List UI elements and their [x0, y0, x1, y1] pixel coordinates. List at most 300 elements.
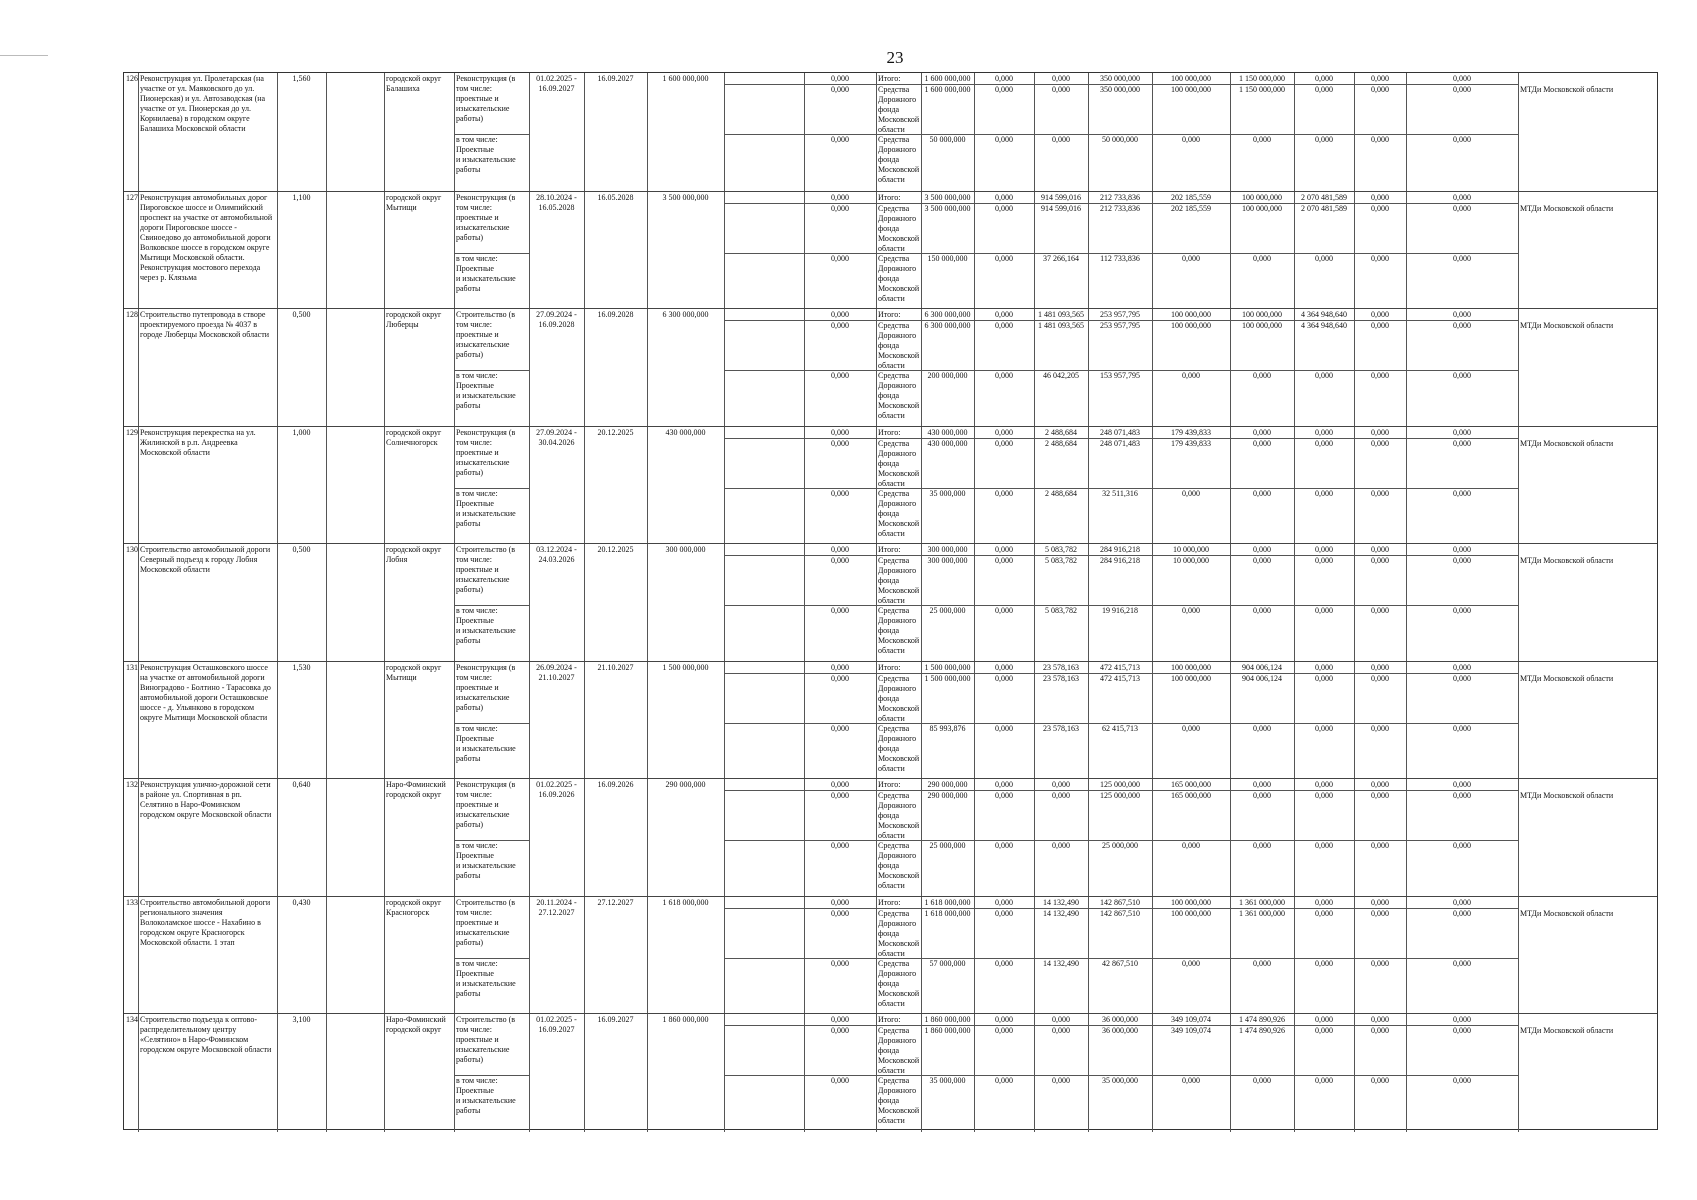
- amount-cell: 25 000,000: [929, 606, 966, 615]
- amount-cell: 0,000: [1371, 321, 1389, 330]
- work-type: Строительство (в том числе: проектные и изыскательские работы): [456, 898, 516, 947]
- amount-cell: 0,000: [995, 898, 1013, 907]
- municipal-district: городской округ Солнечногорск: [386, 428, 442, 447]
- amount-cell: 0,000: [1182, 135, 1200, 144]
- amount-cell: 0,000: [1253, 791, 1271, 800]
- amount-cell: 0,000: [1453, 254, 1471, 263]
- estimated-cost: 1 500 000,000: [662, 663, 709, 672]
- amount-cell: 0,000: [1315, 724, 1333, 733]
- amount-cell: 0,000: [1052, 1015, 1070, 1024]
- amount-cell: 0,000: [1371, 724, 1389, 733]
- row-label-total: Итого:: [878, 663, 901, 672]
- amount-cell: 100 000,000: [1171, 85, 1211, 94]
- amount-cell: 0,000: [1453, 791, 1471, 800]
- work-period: 01.02.2025 - 16.09.2027: [536, 74, 577, 93]
- estimated-cost: 430 000,000: [665, 428, 706, 437]
- project-number: 128: [126, 310, 138, 319]
- column-divider: [647, 779, 648, 897]
- amount-cell: 0,000: [1052, 1026, 1070, 1035]
- project-number: 133: [126, 898, 138, 907]
- completion-date: 16.09.2027: [597, 1015, 634, 1024]
- work-type: Реконструкция (в том числе: проектные и изыскательские работы): [456, 780, 516, 829]
- municipal-district: городской округ Балашиха: [386, 74, 442, 93]
- project-row-126: [124, 73, 1657, 191]
- municipal-district: Наро-Фоминский городской округ: [386, 1015, 446, 1034]
- amount-cell: 0,000: [1453, 193, 1471, 202]
- project-table: [123, 72, 1658, 1130]
- amount-cell: 0,000: [1371, 1026, 1389, 1035]
- amount-cell: 23 578,163: [1043, 724, 1079, 733]
- project-row-127: [124, 191, 1657, 308]
- estimated-cost: 290 000,000: [665, 780, 706, 789]
- row-label-road-fund: Средства Дорожного фонда Московской области: [878, 371, 920, 420]
- amount-cell: 202 185,559: [1171, 193, 1211, 202]
- amount-cell: 0,000: [1453, 1015, 1471, 1024]
- column-divider: [326, 544, 327, 662]
- amount-cell: 0,000: [831, 841, 849, 850]
- amount-cell: 50 000,000: [929, 135, 966, 144]
- amount-cell: 0,000: [1453, 606, 1471, 615]
- amount-cell: 914 599,016: [1041, 193, 1081, 202]
- amount-cell: 2 488,684: [1045, 489, 1077, 498]
- amount-cell: 50 000,000: [1102, 135, 1138, 144]
- amount-cell: 0,000: [1253, 545, 1271, 554]
- amount-cell: 0,000: [1315, 254, 1333, 263]
- amount-cell: 100 000,000: [1242, 321, 1282, 330]
- project-number: 131: [126, 663, 138, 672]
- work-type: Реконструкция (в том числе: проектные и изыскательские работы): [456, 428, 516, 477]
- work-type: Строительство (в том числе: проектные и изыскательские работы): [456, 545, 516, 594]
- amount-cell: 100 000,000: [1171, 310, 1211, 319]
- responsible-org: МТДи Московской области: [1520, 85, 1614, 94]
- amount-cell: 904 006,124: [1242, 674, 1282, 683]
- amount-cell: 0,000: [831, 780, 849, 789]
- project-row-132: [124, 778, 1657, 896]
- amount-cell: 5 083,782: [1045, 606, 1077, 615]
- amount-cell: 0,000: [995, 85, 1013, 94]
- column-divider: [277, 544, 278, 662]
- amount-cell: 0,000: [1371, 780, 1389, 789]
- column-divider: [584, 427, 585, 544]
- amount-cell: 1 150 000,000: [1239, 85, 1285, 94]
- column-divider: [277, 309, 278, 427]
- column-divider: [326, 779, 327, 897]
- amount-cell: 0,000: [831, 254, 849, 263]
- project-name: Реконструкция ул. Пролетарская (на участке от ул. Маяковского до ул. Пионерская) и ул. Автозаводская (на участке от ул. Пионерская до ул. Корнилаева) в городском округе Балашиха Московской области: [140, 74, 266, 133]
- amount-cell: 62 415,713: [1102, 724, 1138, 733]
- column-divider: [647, 662, 648, 779]
- amount-cell: 0,000: [1371, 439, 1389, 448]
- amount-cell: 0,000: [995, 841, 1013, 850]
- amount-cell: 0,000: [1371, 254, 1389, 263]
- row-label-total: Итого:: [878, 74, 901, 83]
- amount-cell: 10 000,000: [1173, 545, 1209, 554]
- amount-cell: 2 070 481,589: [1301, 193, 1347, 202]
- amount-cell: 0,000: [1052, 841, 1070, 850]
- amount-cell: 0,000: [1253, 780, 1271, 789]
- project-number: 134: [126, 1015, 138, 1024]
- amount-cell: 0,000: [1453, 321, 1471, 330]
- column-divider: [724, 897, 725, 1014]
- amount-cell: 0,000: [831, 85, 849, 94]
- amount-cell: 0,000: [1371, 959, 1389, 968]
- project-number: 126: [126, 74, 138, 83]
- amount-cell: 100 000,000: [1171, 674, 1211, 683]
- amount-cell: 0,000: [1052, 791, 1070, 800]
- amount-cell: 0,000: [995, 545, 1013, 554]
- amount-cell: 0,000: [1315, 898, 1333, 907]
- amount-cell: 0,000: [1371, 1076, 1389, 1085]
- amount-cell: 0,000: [1453, 841, 1471, 850]
- completion-date: 16.09.2027: [597, 74, 634, 83]
- amount-cell: 0,000: [831, 439, 849, 448]
- row-label-road-fund: Средства Дорожного фонда Московской области: [878, 1076, 920, 1125]
- amount-cell: 472 415,713: [1100, 663, 1140, 672]
- amount-cell: 100 000,000: [1171, 321, 1211, 330]
- amount-cell: 35 000,000: [1102, 1076, 1138, 1085]
- work-type: Реконструкция (в том числе: проектные и изыскательские работы): [456, 193, 516, 242]
- responsible-org: МТДи Московской области: [1520, 556, 1614, 565]
- amount-cell: 0,000: [1371, 310, 1389, 319]
- column-divider: [647, 309, 648, 427]
- amount-cell: 0,000: [831, 545, 849, 554]
- amount-cell: 0,000: [831, 663, 849, 672]
- amount-cell: 0,000: [995, 780, 1013, 789]
- amount-cell: 3 500 000,000: [924, 204, 971, 213]
- amount-cell: 0,000: [1182, 371, 1200, 380]
- work-period: 27.09.2024 - 16.09.2028: [536, 310, 577, 329]
- work-period: 28.10.2024 - 16.05.2028: [536, 193, 577, 212]
- estimated-cost: 1 860 000,000: [662, 1015, 709, 1024]
- amount-cell: 248 071,483: [1100, 428, 1140, 437]
- amount-cell: 0,000: [1315, 74, 1333, 83]
- amount-cell: 0,000: [1371, 674, 1389, 683]
- amount-cell: 0,000: [1052, 135, 1070, 144]
- column-divider: [326, 192, 327, 309]
- column-divider: [584, 779, 585, 897]
- amount-cell: 19 916,218: [1102, 606, 1138, 615]
- amount-cell: 0,000: [995, 371, 1013, 380]
- work-period: 03.12.2024 - 24.03.2026: [536, 545, 577, 564]
- amount-cell: 0,000: [1453, 909, 1471, 918]
- amount-cell: 14 132,490: [1043, 909, 1079, 918]
- amount-cell: 0,000: [995, 489, 1013, 498]
- row-label-total: Итого:: [878, 545, 901, 554]
- column-divider: [277, 192, 278, 309]
- amount-cell: 1 618 000,000: [924, 909, 971, 918]
- work-period: 20.11.2024 - 27.12.2027: [536, 898, 577, 917]
- amount-cell: 0,000: [1371, 85, 1389, 94]
- project-number: 127: [126, 193, 138, 202]
- work-type-design: в том числе: Проектные и изыскательские работы: [456, 489, 516, 528]
- amount-cell: 35 000,000: [929, 1076, 966, 1085]
- column-divider: [647, 73, 648, 191]
- amount-cell: 23 578,163: [1043, 663, 1079, 672]
- project-row-131: [124, 661, 1657, 778]
- amount-cell: 4 364 948,640: [1301, 321, 1347, 330]
- amount-cell: 0,000: [831, 489, 849, 498]
- amount-cell: 0,000: [1453, 310, 1471, 319]
- amount-cell: 0,000: [995, 1076, 1013, 1085]
- row-label-road-fund: Средства Дорожного фонда Московской области: [878, 439, 920, 488]
- amount-cell: 0,000: [995, 310, 1013, 319]
- amount-cell: 0,000: [1453, 428, 1471, 437]
- project-row-128: [124, 308, 1657, 426]
- work-type: Строительство (в том числе: проектные и изыскательские работы): [456, 1015, 516, 1064]
- project-name: Реконструкция перекрестка на ул. Жилинской в р.п. Андреевка Московской области: [140, 428, 256, 457]
- amount-cell: 0,000: [1182, 489, 1200, 498]
- amount-cell: 42 867,510: [1102, 959, 1138, 968]
- amount-cell: 37 266,164: [1043, 254, 1079, 263]
- amount-cell: 0,000: [1453, 204, 1471, 213]
- project-name: Реконструкция автомобильных дорог Пироговское шоссе и Олимпийский проспект на участке от автомобильной дороги Пироговское шоссе - Свиноедово до автомобильной дороги Волковское шоссе в городском округе Мытищи Московской области. Реконструкция мостового перехода через р. Клязьма: [140, 193, 273, 282]
- amount-cell: 0,000: [1253, 1076, 1271, 1085]
- amount-cell: 0,000: [1182, 841, 1200, 850]
- row-label-road-fund: Средства Дорожного фонда Московской области: [878, 909, 920, 958]
- amount-cell: 0,000: [1371, 204, 1389, 213]
- amount-cell: 36 000,000: [1102, 1026, 1138, 1035]
- municipal-district: городской округ Мытищи: [386, 193, 442, 212]
- responsible-org: МТДи Московской области: [1520, 321, 1614, 330]
- work-type-design: в том числе: Проектные и изыскательские работы: [456, 135, 516, 174]
- estimated-cost: 300 000,000: [665, 545, 706, 554]
- column-divider: [584, 544, 585, 662]
- amount-cell: 6 300 000,000: [924, 321, 971, 330]
- work-type-design: в том числе: Проектные и изыскательские работы: [456, 606, 516, 645]
- row-label-road-fund: Средства Дорожного фонда Московской области: [878, 254, 920, 303]
- work-period: 01.02.2025 - 16.09.2026: [536, 780, 577, 799]
- amount-cell: 0,000: [1453, 674, 1471, 683]
- project-number: 130: [126, 545, 138, 554]
- row-label-total: Итого:: [878, 898, 901, 907]
- amount-cell: 0,000: [1315, 371, 1333, 380]
- project-row-134: [124, 1013, 1657, 1131]
- column-divider: [724, 779, 725, 897]
- amount-cell: 1 618 000,000: [924, 898, 971, 907]
- amount-cell: 4 364 948,640: [1301, 310, 1347, 319]
- amount-cell: 142 867,510: [1100, 898, 1140, 907]
- amount-cell: 1 600 000,000: [924, 74, 971, 83]
- responsible-org: МТДи Московской области: [1520, 1026, 1614, 1035]
- row-label-road-fund: Средства Дорожного фонда Московской области: [878, 724, 920, 773]
- amount-cell: 0,000: [995, 1026, 1013, 1035]
- amount-cell: 0,000: [1453, 489, 1471, 498]
- column-divider: [326, 309, 327, 427]
- row-label-road-fund: Средства Дорожного фонда Московской области: [878, 321, 920, 370]
- amount-cell: 0,000: [1182, 254, 1200, 263]
- amount-cell: 0,000: [1253, 254, 1271, 263]
- amount-cell: 300 000,000: [927, 556, 968, 565]
- amount-cell: 0,000: [1371, 74, 1389, 83]
- amount-cell: 10 000,000: [1173, 556, 1209, 565]
- amount-cell: 248 071,483: [1100, 439, 1140, 448]
- project-name: Реконструкция Осташковского шоссе на участке от автомобильной дороги Виноградово - Болтино - Тарасовка до автомобильной дороги Осташковское шоссе - д. Ульянково в городском округе Мытищи Московской области: [140, 663, 271, 722]
- amount-cell: 430 000,000: [927, 428, 968, 437]
- work-type: Строительство (в том числе: проектные и изыскательские работы): [456, 310, 516, 359]
- column-divider: [326, 662, 327, 779]
- row-label-road-fund: Средства Дорожного фонда Московской области: [878, 1026, 920, 1075]
- amount-cell: 57 000,000: [929, 959, 966, 968]
- project-name: Строительство автомобильной дороги Северный подъезд к городу Лобня Московской области: [140, 545, 271, 574]
- amount-cell: 0,000: [1453, 545, 1471, 554]
- amount-cell: 212 733,836: [1100, 204, 1140, 213]
- amount-cell: 14 132,490: [1043, 898, 1079, 907]
- amount-cell: 0,000: [1371, 135, 1389, 144]
- amount-cell: 0,000: [1315, 1076, 1333, 1085]
- amount-cell: 0,000: [995, 909, 1013, 918]
- amount-cell: 85 993,876: [929, 724, 966, 733]
- amount-cell: 0,000: [995, 556, 1013, 565]
- row-label-road-fund: Средства Дорожного фонда Московской области: [878, 489, 920, 538]
- column-divider: [724, 662, 725, 779]
- column-divider: [584, 309, 585, 427]
- completion-date: 16.09.2028: [597, 310, 634, 319]
- amount-cell: 290 000,000: [927, 780, 968, 789]
- completion-date: 21.10.2027: [597, 663, 634, 672]
- column-divider: [326, 73, 327, 191]
- amount-cell: 0,000: [1453, 663, 1471, 672]
- row-label-road-fund: Средства Дорожного фонда Московской области: [878, 135, 920, 184]
- amount-cell: 5 083,782: [1045, 556, 1077, 565]
- column-divider: [277, 897, 278, 1014]
- amount-cell: 0,000: [831, 959, 849, 968]
- amount-cell: 0,000: [1453, 1026, 1471, 1035]
- amount-cell: 32 511,316: [1102, 489, 1138, 498]
- amount-cell: 0,000: [1315, 674, 1333, 683]
- amount-cell: 0,000: [1253, 489, 1271, 498]
- work-period: 26.09.2024 - 21.10.2027: [536, 663, 577, 682]
- amount-cell: 0,000: [1253, 841, 1271, 850]
- amount-cell: 0,000: [1315, 606, 1333, 615]
- amount-cell: 1 860 000,000: [924, 1026, 971, 1035]
- column-divider: [647, 897, 648, 1014]
- amount-cell: 0,000: [831, 724, 849, 733]
- column-divider: [277, 73, 278, 191]
- amount-cell: 0,000: [1371, 193, 1389, 202]
- amount-cell: 0,000: [1453, 780, 1471, 789]
- completion-date: 20.12.2025: [597, 545, 634, 554]
- column-divider: [277, 662, 278, 779]
- amount-cell: 0,000: [1453, 74, 1471, 83]
- column-divider: [724, 73, 725, 191]
- amount-cell: 1 860 000,000: [924, 1015, 971, 1024]
- amount-cell: 1 481 093,565: [1038, 321, 1084, 330]
- amount-cell: 0,000: [1371, 556, 1389, 565]
- row-label-total: Итого:: [878, 310, 901, 319]
- completion-date: 16.05.2028: [597, 193, 634, 202]
- amount-cell: 0,000: [831, 321, 849, 330]
- column-divider: [326, 897, 327, 1014]
- capacity-km: 0,500: [292, 545, 311, 554]
- work-type-design: в том числе: Проектные и изыскательские работы: [456, 371, 516, 410]
- amount-cell: 0,000: [995, 321, 1013, 330]
- amount-cell: 125 000,000: [1100, 791, 1140, 800]
- column-divider: [277, 427, 278, 544]
- amount-cell: 0,000: [831, 556, 849, 565]
- completion-date: 20.12.2025: [597, 428, 634, 437]
- amount-cell: 0,000: [1371, 1015, 1389, 1024]
- responsible-org: МТДи Московской области: [1520, 204, 1614, 213]
- amount-cell: 0,000: [1182, 959, 1200, 968]
- capacity-km: 0,430: [292, 898, 311, 907]
- municipal-district: городской округ Мытищи: [386, 663, 442, 682]
- amount-cell: 165 000,000: [1171, 780, 1211, 789]
- amount-cell: 35 000,000: [929, 489, 966, 498]
- work-type: Реконструкция (в том числе: проектные и изыскательские работы): [456, 663, 516, 712]
- amount-cell: 0,000: [995, 74, 1013, 83]
- municipal-district: городской округ Лобня: [386, 545, 442, 564]
- amount-cell: 0,000: [1052, 85, 1070, 94]
- amount-cell: 0,000: [831, 74, 849, 83]
- capacity-km: 1,560: [292, 74, 311, 83]
- row-label-total: Итого:: [878, 428, 901, 437]
- project-name: Строительство подъезда к оптово-распределительному центру «Селятино» в Наро-Фоминском городском округе Московской области: [140, 1015, 272, 1054]
- amount-cell: 212 733,836: [1100, 193, 1140, 202]
- amount-cell: 0,000: [1371, 428, 1389, 437]
- project-row-129: [124, 426, 1657, 543]
- amount-cell: 0,000: [1453, 85, 1471, 94]
- column-divider: [724, 1014, 725, 1132]
- amount-cell: 0,000: [1453, 439, 1471, 448]
- amount-cell: 0,000: [1371, 909, 1389, 918]
- row-label-total: Итого:: [878, 193, 901, 202]
- row-label-road-fund: Средства Дорожного фонда Московской области: [878, 85, 920, 134]
- amount-cell: 1 500 000,000: [924, 663, 971, 672]
- amount-cell: 0,000: [831, 1076, 849, 1085]
- column-divider: [724, 309, 725, 427]
- municipal-district: городской округ Красногорск: [386, 898, 442, 917]
- municipal-district: городской округ Люберцы: [386, 310, 442, 329]
- row-label-road-fund: Средства Дорожного фонда Московской области: [878, 959, 920, 1008]
- amount-cell: 165 000,000: [1171, 791, 1211, 800]
- amount-cell: 36 000,000: [1102, 1015, 1138, 1024]
- capacity-km: 3,100: [292, 1015, 311, 1024]
- completion-date: 16.09.2026: [597, 780, 634, 789]
- amount-cell: 0,000: [995, 428, 1013, 437]
- municipal-district: Наро-Фоминский городской округ: [386, 780, 446, 799]
- amount-cell: 0,000: [1182, 1076, 1200, 1085]
- amount-cell: 0,000: [1371, 606, 1389, 615]
- responsible-org: МТДи Московской области: [1520, 909, 1614, 918]
- amount-cell: 150 000,000: [927, 254, 968, 263]
- amount-cell: 1 361 000,000: [1239, 909, 1285, 918]
- amount-cell: 2 070 481,589: [1301, 204, 1347, 213]
- amount-cell: 1 150 000,000: [1239, 74, 1285, 83]
- work-type-design: в том числе: Проектные и изыскательские работы: [456, 1076, 516, 1115]
- amount-cell: 0,000: [995, 1015, 1013, 1024]
- column-divider: [584, 1014, 585, 1132]
- work-type-design: в том числе: Проектные и изыскательские работы: [456, 959, 516, 998]
- column-divider: [584, 73, 585, 191]
- amount-cell: 14 132,490: [1043, 959, 1079, 968]
- column-divider: [277, 1014, 278, 1132]
- row-label-road-fund: Средства Дорожного фонда Московской области: [878, 556, 920, 605]
- amount-cell: 0,000: [1315, 556, 1333, 565]
- amount-cell: 0,000: [1371, 791, 1389, 800]
- amount-cell: 46 042,205: [1043, 371, 1079, 380]
- capacity-km: 0,500: [292, 310, 311, 319]
- amount-cell: 0,000: [1253, 556, 1271, 565]
- amount-cell: 0,000: [1371, 841, 1389, 850]
- amount-cell: 0,000: [1253, 439, 1271, 448]
- row-label-road-fund: Средства Дорожного фонда Московской области: [878, 674, 920, 723]
- amount-cell: 0,000: [1453, 1076, 1471, 1085]
- amount-cell: 2 488,684: [1045, 428, 1077, 437]
- column-divider: [584, 662, 585, 779]
- amount-cell: 0,000: [1253, 724, 1271, 733]
- estimated-cost: 6 300 000,000: [662, 310, 709, 319]
- amount-cell: 112 733,836: [1100, 254, 1140, 263]
